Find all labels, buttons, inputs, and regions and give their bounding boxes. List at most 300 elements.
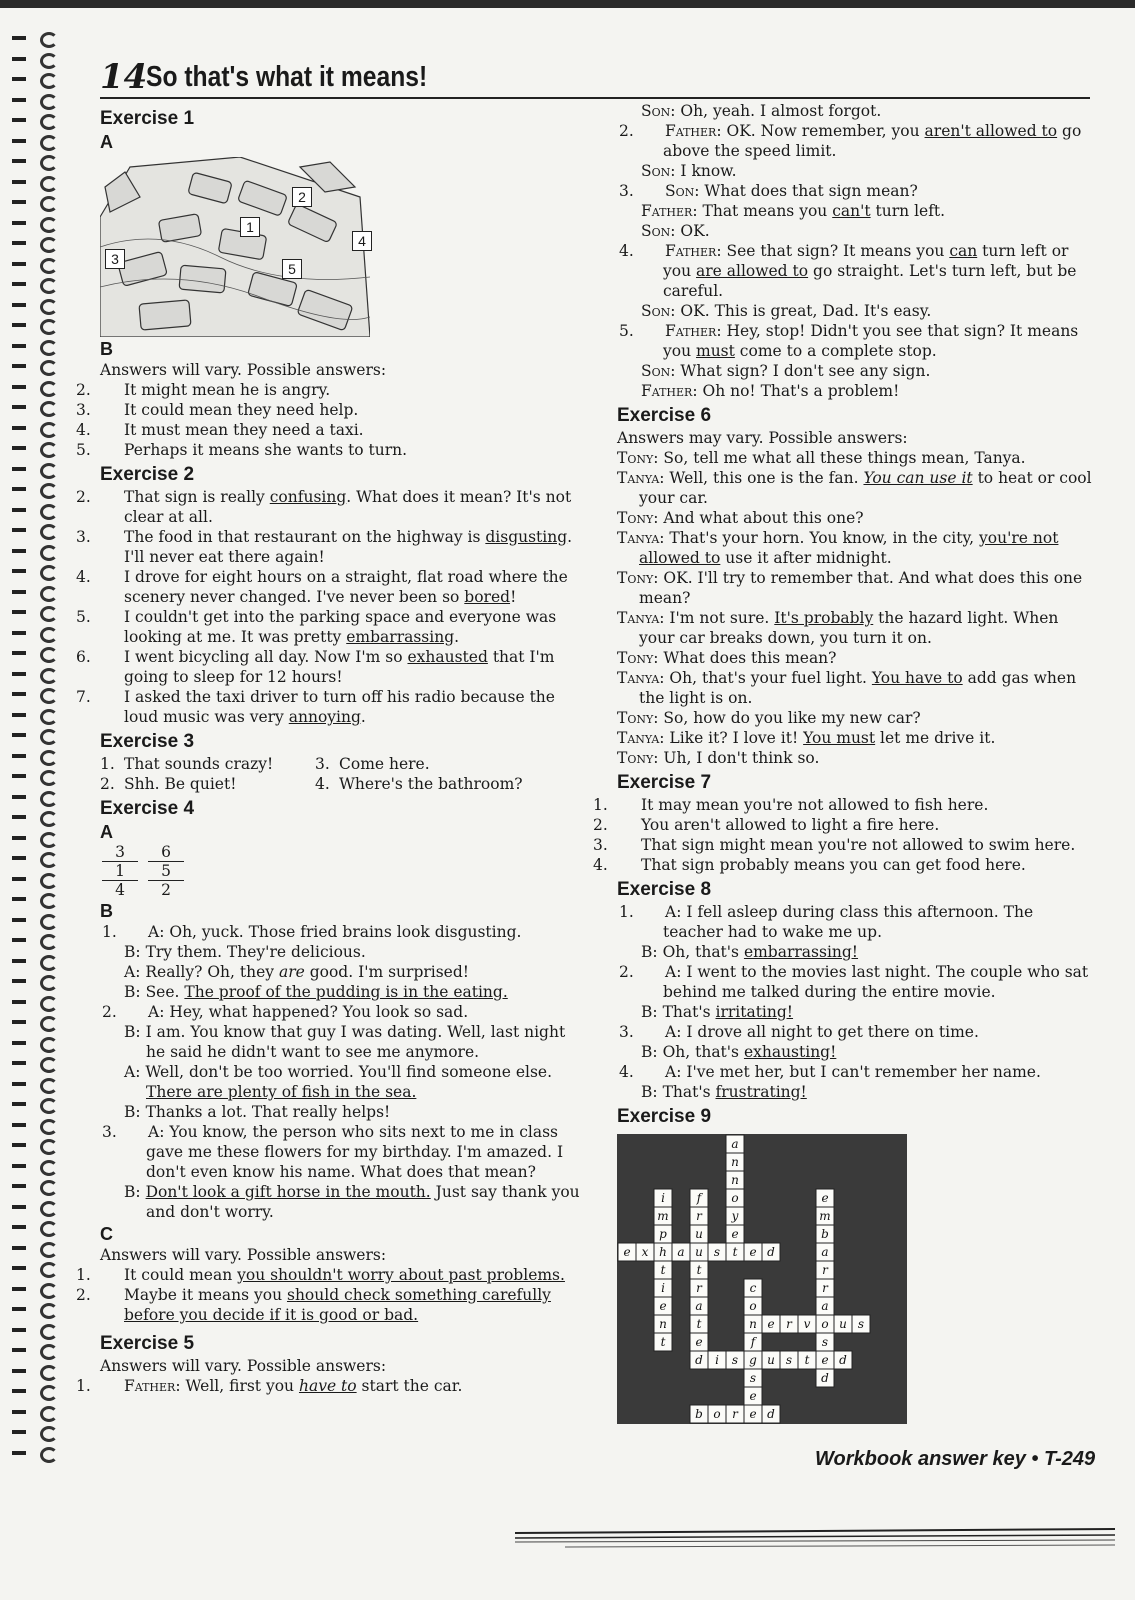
spiral-ring	[12, 71, 56, 89]
speaker: B:	[124, 943, 141, 961]
exercise-4-a-answers	[102, 843, 580, 899]
answer-text: That sounds crazy!	[124, 755, 274, 773]
answer-text: It may mean you're not allowed to fish here.	[641, 796, 989, 814]
answer-text: .	[454, 628, 460, 646]
speaker: A:	[148, 1003, 165, 1021]
item-number: 5.	[76, 608, 91, 626]
crossword-letter: e	[821, 1191, 829, 1205]
spiral-ring	[12, 1342, 56, 1360]
right-column	[593, 101, 1092, 1424]
crossword-letter: r	[696, 1209, 702, 1223]
answer-text: !	[510, 588, 517, 606]
speaker: A:	[124, 1063, 141, 1081]
crossword-letter: r	[786, 1317, 792, 1331]
spiral-ring	[12, 563, 56, 581]
dialog-line: Thanks a lot. That really helps!	[145, 1103, 391, 1121]
exercise-4-c-label: C	[100, 1224, 113, 1244]
scene-number-5: 5	[282, 259, 302, 279]
dialog-line: I fell asleep during class this afternoon. The teacher had to wake me up.	[663, 903, 1034, 941]
answer-text: It could mean they need help.	[124, 401, 359, 419]
exercise-5-item-2	[617, 121, 1092, 161]
speaker: A:	[665, 963, 682, 981]
crossword-letter: s	[821, 1335, 829, 1349]
answer-text: I drove for eight hours on a straight, flat road where the scenery never changed. I've never been so	[124, 568, 568, 606]
exercise-6-line	[617, 748, 1092, 768]
spiral-ring	[12, 215, 56, 233]
crossword-letter: t	[660, 1263, 666, 1277]
dialog-line: I'm not sure.	[669, 609, 775, 627]
spiral-ring	[12, 30, 56, 48]
speaker: Son:	[665, 182, 700, 200]
answer-text: I went bicycling all day. Now I'm so	[124, 648, 408, 666]
item-number: 1.	[76, 1377, 91, 1395]
exercise-6-line	[617, 648, 1092, 668]
spiral-ring	[12, 645, 56, 663]
speaker: A:	[665, 903, 682, 921]
answer-text: Shh. Be quiet!	[124, 775, 237, 793]
item-number: 2.	[76, 488, 91, 506]
answer-number: 6	[148, 843, 184, 862]
dialog-line: the hazard light. When your car breaks down, you turn it on.	[639, 609, 1059, 647]
underlined-answer: irritating!	[715, 1003, 794, 1021]
dialog-line: Oh, that's	[662, 943, 744, 961]
speaker: Son:	[641, 162, 676, 180]
crossword-letter: t	[804, 1353, 810, 1367]
answer-line	[76, 487, 580, 527]
exercise-2-title: Exercise 2	[100, 464, 195, 485]
underlined-answer: can't	[832, 202, 871, 220]
spiral-ring	[12, 584, 56, 602]
dialog-line: OK. Now remember, you	[726, 122, 925, 140]
crossword-letter: d	[767, 1245, 775, 1259]
page-footer	[815, 1448, 1095, 1471]
dialog-line: to heat or cool your car.	[639, 469, 1092, 507]
spiral-ring	[12, 1055, 56, 1073]
underlined-answer: Don't look a gift horse in the mouth.	[145, 1183, 431, 1201]
spiral-ring	[12, 1199, 56, 1217]
item-number: 1.	[593, 796, 608, 814]
crossword-letter: d	[839, 1353, 847, 1367]
item-number: 7.	[76, 688, 91, 706]
item-number: 1.	[100, 755, 115, 773]
dialog-line: come to a complete stop.	[734, 342, 937, 360]
dialog-line: turn left.	[870, 202, 946, 220]
crossword-letter: e	[623, 1245, 631, 1259]
exercise-5-line	[617, 221, 1092, 241]
exercise-1-b-label: B	[100, 339, 113, 359]
crossword-letter: a	[821, 1245, 829, 1259]
dialog-line: I went to the movies last night. The couple who sat behind me talked during the entire movie.	[663, 963, 1089, 1001]
exercise-1-title: Exercise 1	[100, 108, 195, 129]
item-number: 5.	[76, 441, 91, 459]
exercise-4-title: Exercise 4	[100, 798, 195, 819]
spiral-ring	[12, 625, 56, 643]
underlined-answer: embarrassing	[346, 628, 455, 646]
spiral-ring	[12, 1117, 56, 1135]
speaker: Tony:	[617, 569, 659, 587]
crossword-letter: v	[803, 1317, 811, 1331]
spiral-ring	[12, 276, 56, 294]
exercise-6-title: Exercise 6	[617, 405, 712, 426]
crossword-letter: h	[659, 1245, 667, 1259]
dialog-line: I know.	[680, 162, 737, 180]
speaker: Father:	[124, 1377, 181, 1395]
underlined-answer: bored	[464, 588, 511, 606]
dialog-line: good. I'm surprised!	[304, 963, 470, 981]
dialog-line: Try them. They're delicious.	[145, 943, 366, 961]
exercise-5-line	[617, 161, 1092, 181]
spiral-ring	[12, 871, 56, 889]
answer-number: 4	[115, 881, 125, 899]
speaker: Tanya:	[617, 669, 665, 687]
speaker: Tony:	[617, 649, 659, 667]
exercise-5-line	[617, 201, 1092, 221]
dialog-line: That's your horn. You know, in the city,	[669, 529, 980, 547]
crossword-letter: t	[696, 1317, 702, 1331]
crossword-letter: e	[659, 1299, 667, 1313]
item-number: 3.	[102, 1123, 117, 1141]
underlined-answer: have to	[298, 1377, 357, 1395]
spiral-ring	[12, 748, 56, 766]
crossword-letter: b	[821, 1227, 829, 1241]
crossword-letter: m	[819, 1209, 831, 1223]
exercise-4-b-label: B	[100, 901, 113, 921]
exercise-8-line	[617, 1002, 1092, 1022]
crossword-letter: s	[785, 1353, 793, 1367]
underlined-answer: You must	[803, 729, 876, 747]
spiral-binding	[12, 30, 60, 1480]
answer-text: That sign probably means you can get food here.	[641, 856, 1026, 874]
spiral-ring	[12, 666, 56, 684]
answer-line	[76, 380, 580, 400]
crossword-letter: o	[821, 1317, 829, 1331]
spiral-ring	[12, 973, 56, 991]
item-number: 2.	[619, 963, 634, 981]
answer-text: I couldn't get into the parking space and everyone was looking at me. It was pretty	[124, 608, 557, 646]
speaker: A:	[148, 1123, 165, 1141]
exercise-6-line	[617, 528, 1092, 568]
unit-title: So that's what it means!	[146, 61, 428, 93]
crossword-letter: e	[695, 1335, 703, 1349]
answer-text: That sign might mean you're not allowed to swim here.	[641, 836, 1076, 854]
spiral-ring	[12, 481, 56, 499]
spiral-ring	[12, 1301, 56, 1319]
crossword-letter: n	[731, 1173, 739, 1187]
exercise-5-line	[617, 361, 1092, 381]
speaker: B:	[124, 1023, 141, 1041]
page-number: T-249	[1043, 1448, 1096, 1470]
exercise-1-intro: Answers will vary. Possible answers:	[100, 361, 387, 379]
item-number: 3.	[76, 528, 91, 546]
unit-header	[100, 55, 1090, 99]
underlined-answer: can	[949, 242, 978, 260]
speaker: Son:	[641, 222, 676, 240]
speaker: B:	[641, 1083, 658, 1101]
footer-label: Workbook answer key	[815, 1448, 1026, 1470]
dialog-line: What sign? I don't see any sign.	[680, 362, 931, 380]
underlined-answer: exhausted	[407, 648, 488, 666]
traffic-illustration	[100, 157, 370, 337]
exercise-4-c-item-2	[76, 1285, 580, 1325]
speaker: Father:	[665, 122, 722, 140]
spiral-ring	[12, 1096, 56, 1114]
exercise-8-line	[617, 1062, 1092, 1082]
dialog-line: That's	[662, 1003, 716, 1021]
answer-text: . What does it mean? It's not clear at all.	[124, 488, 572, 526]
speaker: A:	[124, 963, 141, 981]
speaker: A:	[665, 1023, 682, 1041]
dialog-line: That means you	[702, 202, 833, 220]
spiral-ring	[12, 317, 56, 335]
crossword-letter: e	[749, 1389, 757, 1403]
spiral-ring	[12, 994, 56, 1012]
crossword-letter: x	[641, 1245, 649, 1259]
spiral-ring	[12, 686, 56, 704]
answer-line	[76, 400, 580, 420]
exercise-4-a-label: A	[100, 822, 113, 842]
spiral-ring	[12, 543, 56, 561]
speaker: Son:	[641, 302, 676, 320]
crossword-grid	[617, 1134, 907, 1424]
crossword-letter: o	[731, 1191, 739, 1205]
spiral-ring	[12, 297, 56, 315]
crossword-letter: d	[695, 1353, 703, 1367]
crossword-letter: e	[749, 1407, 757, 1421]
answer-line	[593, 795, 1092, 815]
answer-text: You aren't allowed to light a fire here.	[641, 816, 940, 834]
dialog-line: That's	[662, 1083, 716, 1101]
dialog-line: Well, first you	[185, 1377, 299, 1395]
item-number: 4.	[619, 242, 634, 260]
speaker: Son:	[641, 102, 676, 120]
spiral-ring	[12, 461, 56, 479]
crossword-letter: n	[731, 1155, 739, 1169]
answer-text: It might mean he is angry.	[124, 381, 331, 399]
spiral-ring	[12, 953, 56, 971]
crossword-letter: a	[695, 1299, 703, 1313]
spiral-ring	[12, 1158, 56, 1176]
exercise-5-intro: Answers will vary. Possible answers:	[100, 1357, 387, 1375]
spiral-ring	[12, 830, 56, 848]
exercise-4-dialog-3	[100, 1122, 580, 1222]
dialog-line: OK. This is great, Dad. It's easy.	[680, 302, 932, 320]
exercise-5-line	[617, 381, 1092, 401]
answer-text: that I'm going to sleep for 12 hours!	[124, 648, 555, 686]
speaker: Tony:	[617, 709, 659, 727]
answer-column-1	[102, 843, 138, 899]
item-number: 6.	[76, 648, 91, 666]
item-number: 2.	[593, 816, 608, 834]
crossword-letter: a	[731, 1137, 739, 1151]
spiral-ring	[12, 850, 56, 868]
spiral-ring	[12, 92, 56, 110]
exercise-4-dialog-2	[100, 1002, 580, 1122]
dialog-line: Oh, that's your fuel light.	[669, 669, 872, 687]
spiral-ring	[12, 1322, 56, 1340]
exercise-4-c-intro: Answers will vary. Possible answers:	[100, 1246, 387, 1264]
spiral-ring	[12, 1219, 56, 1237]
dialog-line: I drove all night to get there on time.	[686, 1023, 979, 1041]
speaker: A:	[665, 1063, 682, 1081]
scene-number-1: 1	[240, 217, 260, 237]
answer-line	[593, 835, 1092, 855]
dialog-line: Oh, yuck. Those fried brains look disgusting.	[169, 923, 522, 941]
item-number: 2.	[619, 122, 634, 140]
speaker: B:	[641, 943, 658, 961]
crossword-letter: f	[696, 1191, 702, 1205]
dialog-line: Hey, stop! Didn't you see that sign? It means you	[663, 322, 1079, 360]
spiral-ring	[12, 112, 56, 130]
item-number: 4.	[593, 856, 608, 874]
spiral-ring	[12, 1240, 56, 1258]
item-number: 4.	[315, 775, 330, 793]
crossword-letter: s	[857, 1317, 865, 1331]
spiral-ring	[12, 153, 56, 171]
crossword-letter: r	[822, 1281, 828, 1295]
spiral-ring	[12, 522, 56, 540]
speaker: B:	[124, 983, 141, 1001]
crossword-letter: y	[731, 1209, 739, 1223]
underlined-answer: frustrating!	[715, 1083, 807, 1101]
speaker: Father:	[641, 202, 698, 220]
speaker: Tony:	[617, 509, 659, 527]
spiral-ring	[12, 235, 56, 253]
dialog-line: See.	[145, 983, 185, 1001]
dialog-line: What does this mean?	[663, 649, 837, 667]
exercise-5-line	[617, 301, 1092, 321]
item-number: 4.	[76, 568, 91, 586]
footer-bullet: •	[1031, 1448, 1039, 1470]
dialog-line: Just say thank you and don't worry.	[146, 1183, 580, 1221]
crossword-letter: e	[749, 1245, 757, 1259]
dialog-line: Hey, what happened? You look so sad.	[169, 1003, 469, 1021]
crossword-letter: n	[659, 1317, 667, 1331]
crossword-letter: t	[696, 1263, 702, 1277]
crossword-letter: u	[839, 1317, 847, 1331]
dialog-line: Well, don't be too worried. You'll find someone else.	[145, 1063, 553, 1081]
crossword-letter: e	[821, 1353, 829, 1367]
exercise-4-c-item-1	[76, 1265, 580, 1285]
item-number: 2.	[100, 775, 115, 793]
crossword-letter: n	[749, 1317, 757, 1331]
speaker: B:	[124, 1183, 141, 1201]
answer-number: 2	[161, 881, 171, 899]
exercise-6-intro: Answers may vary. Possible answers:	[617, 429, 908, 447]
underlined-answer: You have to	[871, 669, 963, 687]
underlined-answer: you shouldn't worry about past problems.	[237, 1266, 565, 1284]
bottom-edge-lines	[515, 1525, 1115, 1565]
speaker: Tanya:	[617, 529, 665, 547]
dialog-line: What does that sign mean?	[704, 182, 918, 200]
crossword-letter: a	[677, 1245, 685, 1259]
item-number: 3.	[619, 1023, 634, 1041]
crossword-letter: o	[713, 1407, 721, 1421]
scene-number-4: 4	[352, 231, 372, 251]
spiral-ring	[12, 1445, 56, 1463]
spiral-ring	[12, 440, 56, 458]
dialog-line: add gas when the light is on.	[639, 669, 1077, 707]
crossword-letter: r	[822, 1263, 828, 1277]
exercise-6-line	[617, 608, 1092, 648]
item-number: 2.	[76, 381, 91, 399]
answer-line	[76, 420, 580, 440]
spiral-ring	[12, 1383, 56, 1401]
speaker: B:	[124, 1103, 141, 1121]
item-number: 5.	[619, 322, 634, 340]
underlined-answer: should check something carefully before you decide if it is good or bad.	[124, 1286, 551, 1324]
exercise-8-line	[617, 1042, 1092, 1062]
exercise-4-dialog-1	[100, 922, 580, 1002]
crossword-letter: u	[695, 1227, 703, 1241]
exercise-5-item-5	[617, 321, 1092, 361]
crossword-letter: e	[731, 1227, 739, 1241]
crossword-letter: a	[821, 1299, 829, 1313]
item-number: 4.	[619, 1063, 634, 1081]
spiral-ring	[12, 358, 56, 376]
crossword-letter: i	[661, 1281, 665, 1295]
answer-text: I asked the taxi driver to turn off his radio because the loud music was very	[124, 688, 555, 726]
answer-text: The food in that restaurant on the highway is	[124, 528, 486, 546]
answer-line	[76, 607, 580, 647]
dialog-line: go straight. Let's turn left, but be careful.	[663, 262, 1077, 300]
underlined-answer: exhausting!	[743, 1043, 837, 1061]
exercise-6-line	[617, 468, 1092, 508]
exercise-3-answers	[100, 754, 580, 794]
spiral-ring	[12, 727, 56, 745]
spiral-ring	[12, 604, 56, 622]
exercise-8-line	[617, 902, 1092, 942]
dialog-line: Like it? I love it!	[669, 729, 804, 747]
spiral-ring	[12, 1137, 56, 1155]
spiral-ring	[12, 789, 56, 807]
spiral-ring	[12, 1076, 56, 1094]
speaker: Tony:	[617, 449, 659, 467]
crossword-letter: d	[767, 1407, 775, 1421]
exercise-5-item-4	[617, 241, 1092, 301]
speaker: A:	[148, 923, 165, 941]
dialog-line: OK.	[680, 222, 710, 240]
dialog-line: start the car.	[356, 1377, 463, 1395]
exercise-6-line	[617, 708, 1092, 728]
speaker: Father:	[641, 382, 698, 400]
spiral-ring	[12, 502, 56, 520]
crossword-letter: s	[713, 1245, 721, 1259]
crossword-svg	[617, 1134, 907, 1424]
spiral-ring	[12, 707, 56, 725]
underlined-answer: aren't allowed to	[924, 122, 1058, 140]
dialog-line: let me drive it.	[875, 729, 996, 747]
left-column	[76, 104, 580, 1396]
top-edge	[0, 0, 1135, 8]
spiral-ring	[12, 932, 56, 950]
underlined-answer: are allowed to	[696, 262, 809, 280]
exercise-5-line	[617, 101, 1092, 121]
dialog-line: So, how do you like my new car?	[663, 709, 921, 727]
answer-line	[593, 855, 1092, 875]
answer-column-2	[148, 843, 184, 899]
spiral-ring	[12, 1404, 56, 1422]
exercise-5-item-3	[617, 181, 1092, 201]
spiral-ring	[12, 809, 56, 827]
exercise-8-line	[617, 1082, 1092, 1102]
answer-text: Maybe it means you	[124, 1286, 287, 1304]
item-number: 2.	[76, 1286, 91, 1304]
answer-number: 1	[102, 862, 138, 881]
spiral-ring	[12, 1260, 56, 1278]
exercise-5-item-1	[76, 1376, 580, 1396]
dialog-line: use it after midnight.	[720, 549, 892, 567]
spiral-ring	[12, 256, 56, 274]
